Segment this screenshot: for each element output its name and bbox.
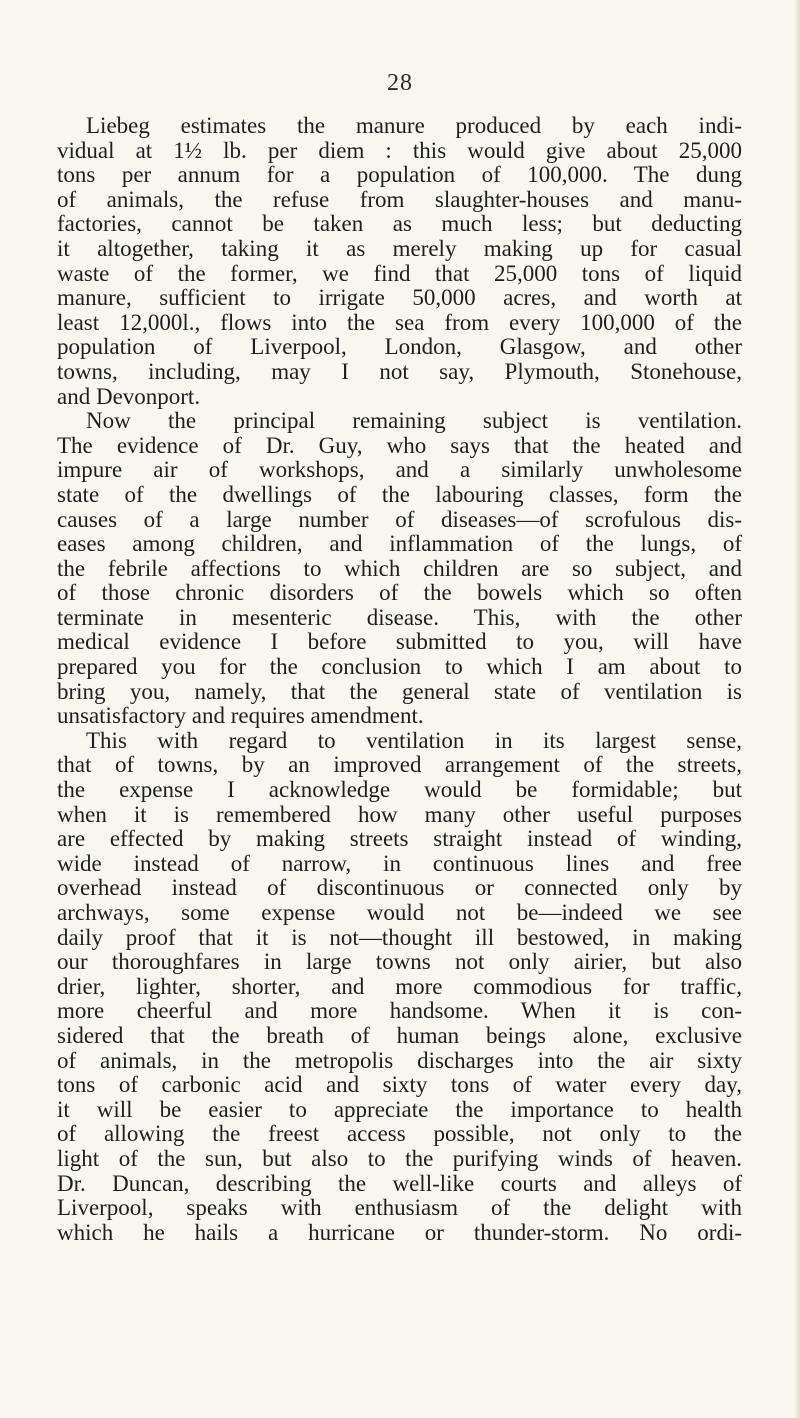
text-line: the expense I acknowledge would be formidable; but — [57, 777, 742, 803]
text-line: population of Liverpool, London, Glasgow, and other — [57, 334, 742, 360]
text-line: archways, some expense would not be—indeed we see — [57, 900, 742, 925]
text-line: overhead instead of discontinuous or connected only by — [57, 875, 742, 901]
text-line: state of the dwellings of the labouring classes, form the — [57, 481, 742, 507]
text-line: drier, lighter, shorter, and more commodious for traffic, — [57, 973, 742, 999]
page-number: 28 — [387, 70, 413, 96]
text-line: sidered that the breath of human beings alone, exclusive — [57, 1022, 742, 1048]
text-line: which he hails a hurricane or thunder-storm. No ordi- — [57, 1219, 742, 1245]
text-line: of animals, the refuse from slaughter-houses and manu- — [57, 186, 742, 212]
text-line: Dr. Duncan, describing the well-like courts and alleys of — [57, 1170, 742, 1196]
text-line: wide instead of narrow, in continuous lines and free — [57, 850, 742, 876]
text-line: more cheerful and more handsome. When it is con- — [57, 998, 742, 1024]
text-line: eases among children, and inflammation of the lungs, of — [57, 531, 742, 557]
text-line: The evidence of Dr. Guy, who says that the heated and — [57, 432, 742, 458]
text-line: factories, cannot be taken as much less; but deducting — [57, 211, 742, 237]
text-line: prepared you for the conclusion to which I am about to — [57, 654, 742, 680]
text-line: our thoroughfares in large towns not only airier, but also — [57, 949, 742, 975]
text-line: of those chronic disorders of the bowels which so often — [57, 580, 742, 606]
text-line: vidual at 1½ lb. per diem : this would give about 25,000 — [57, 137, 742, 163]
text-line: This with regard to ventilation in its largest sense, — [86, 727, 742, 753]
text-line: terminate in mesenteric disease. This, with the other — [57, 604, 742, 630]
text-line: bring you, namely, that the general state of ventilation is — [57, 678, 742, 704]
text-line: tons of carbonic acid and sixty tons of water every day, — [57, 1072, 742, 1098]
text-line: Liverpool, speaks with enthusiasm of the delight with — [57, 1195, 742, 1221]
text-line: causes of a large number of diseases—of scrofulous dis- — [57, 506, 742, 532]
text-line: the febrile affections to which children are so subject, and — [57, 555, 742, 581]
body-text — [57, 114, 742, 1245]
text-line: impure air of workshops, and a similarly unwholesome — [57, 457, 742, 483]
text-line: are effected by making streets straight instead of winding, — [57, 826, 742, 852]
text-line: and Devonport. — [57, 383, 201, 409]
text-line: towns, including, may I not say, Plymouth, Stonehouse, — [57, 358, 742, 384]
text-line: Liebeg estimates the manure produced by each indi- — [86, 113, 742, 138]
text-line: daily proof that it is not—thought ill bestowed, in making — [57, 924, 742, 950]
text-line: it altogether, taking it as merely making up for casual — [57, 235, 742, 261]
text-line: of allowing the freest access possible, not only to the — [57, 1121, 742, 1147]
text-line: when it is remembered how many other useful purposes — [57, 801, 742, 827]
text-line: manure, sufficient to irrigate 50,000 acres, and worth at — [57, 285, 742, 311]
page-edge-shadow — [794, 0, 800, 1418]
text-line: it will be easier to appreciate the importance to health — [57, 1096, 742, 1122]
text-line: that of towns, by an improved arrangement of the streets, — [57, 752, 742, 778]
text-line: of animals, in the metropolis discharges into the air sixty — [57, 1047, 742, 1073]
text-line: tons per annum for a population of 100,000. The dung — [57, 162, 742, 188]
text-line: waste of the former, we find that 25,000 tons of liquid — [57, 260, 742, 286]
text-line: medical evidence I before submitted to you, will have — [57, 629, 742, 655]
text-line: unsatisfactory and requires amendment. — [57, 703, 424, 729]
text-line: least 12,000l., flows into the sea from every 100,000 of the — [57, 309, 742, 335]
text-line: light of the sun, but also to the purifying winds of heaven. — [57, 1145, 742, 1171]
text-line: Now the principal remaining subject is ventilation. — [86, 408, 742, 434]
